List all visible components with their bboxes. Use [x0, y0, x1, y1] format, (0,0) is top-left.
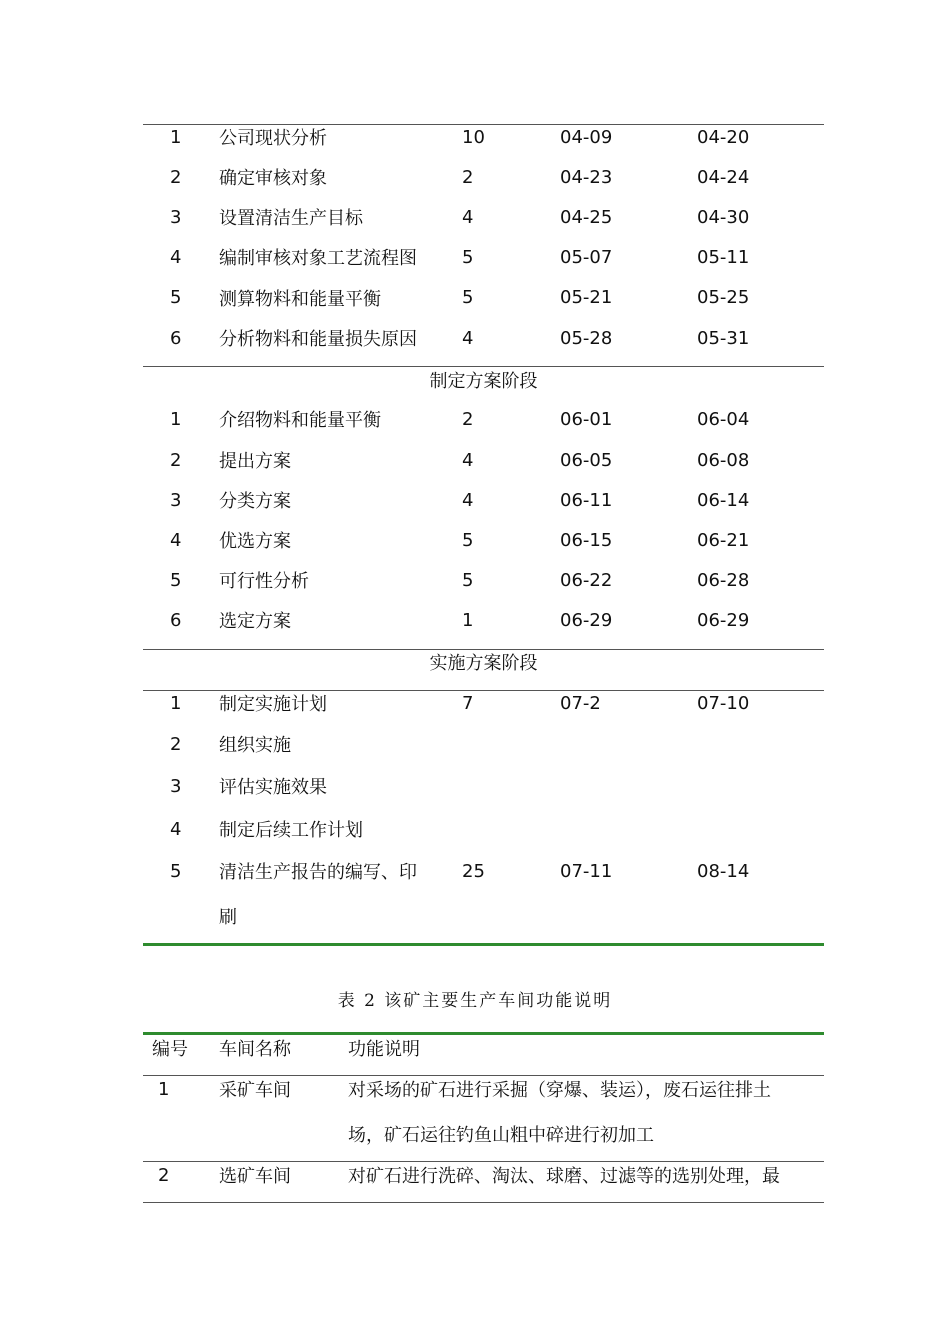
task-end: 04-20 [697, 127, 750, 148]
section-title: 制定方案阶段 [429, 371, 538, 392]
task-name: 公司现状分析 [219, 128, 327, 149]
row-index: 4 [170, 247, 182, 268]
row-index: 4 [170, 530, 182, 551]
row-index: 3 [170, 207, 182, 228]
row-number: 2 [158, 1165, 170, 1186]
task-end: 06-28 [697, 570, 750, 591]
task-name: 分类方案 [219, 491, 291, 512]
task-end: 08-14 [697, 861, 750, 882]
task-name: 评估实施效果 [219, 777, 327, 798]
section-divider [143, 649, 824, 650]
task-name: 优选方案 [219, 531, 291, 552]
task-start: 07-11 [560, 861, 613, 882]
row-index: 5 [170, 287, 182, 308]
task-name: 测算物料和能量平衡 [219, 289, 381, 310]
row-index: 6 [170, 610, 182, 631]
row-index: 2 [170, 450, 182, 471]
task-end: 05-25 [697, 287, 750, 308]
task-name: 确定审核对象 [219, 168, 327, 189]
row-index: 1 [170, 409, 182, 430]
task-start: 06-22 [560, 570, 613, 591]
header-number: 编号 [152, 1039, 188, 1060]
row-index: 5 [170, 861, 182, 882]
task-start: 04-25 [560, 207, 613, 228]
task-start: 05-28 [560, 328, 613, 349]
task-days: 25 [462, 861, 485, 882]
task-days: 4 [462, 490, 474, 511]
task-start: 06-15 [560, 530, 613, 551]
task-start: 04-23 [560, 167, 613, 188]
row-divider [143, 1161, 824, 1162]
section-divider [143, 366, 824, 367]
row-index: 3 [170, 490, 182, 511]
task-name: 制定后续工作计划 [219, 820, 363, 841]
header-function: 功能说明 [348, 1039, 420, 1060]
row-index: 6 [170, 328, 182, 349]
row-index: 1 [170, 127, 182, 148]
task-name: 提出方案 [219, 451, 291, 472]
header-divider [143, 1075, 824, 1076]
row-index: 1 [170, 693, 182, 714]
task-start: 05-07 [560, 247, 613, 268]
task-start: 06-11 [560, 490, 613, 511]
table-top-rule [143, 124, 824, 125]
task-days: 2 [462, 409, 474, 430]
task-days: 4 [462, 207, 474, 228]
task-days: 4 [462, 450, 474, 471]
task-start: 06-05 [560, 450, 613, 471]
task-days: 10 [462, 127, 485, 148]
task-name: 编制审核对象工艺流程图 [219, 248, 417, 269]
task-days: 5 [462, 247, 474, 268]
task-end: 04-24 [697, 167, 750, 188]
task-name: 清洁生产报告的编写、印 [219, 862, 417, 883]
row-index: 3 [170, 776, 182, 797]
task-name: 分析物料和能量损失原因 [219, 329, 417, 350]
task-start: 05-21 [560, 287, 613, 308]
header-workshop: 车间名称 [219, 1039, 291, 1060]
task-days: 2 [462, 167, 474, 188]
task-name: 介绍物料和能量平衡 [219, 410, 381, 431]
task-days: 5 [462, 530, 474, 551]
table-bottom-rule [143, 943, 824, 946]
task-days: 4 [462, 328, 474, 349]
task-end: 06-29 [697, 610, 750, 631]
table2-caption: 表 2 该矿主要生产车间功能说明 [337, 991, 613, 1011]
task-start: 04-09 [560, 127, 613, 148]
row-index: 2 [170, 167, 182, 188]
task-end: 06-04 [697, 409, 750, 430]
task-name: 设置清洁生产目标 [219, 208, 363, 229]
task-end: 06-21 [697, 530, 750, 551]
function-desc: 对采场的矿石进行采掘（穿爆、装运），废石运往排土 [348, 1080, 771, 1101]
section-divider [143, 690, 824, 691]
row-index: 4 [170, 819, 182, 840]
task-end: 07-10 [697, 693, 750, 714]
row-number: 1 [158, 1079, 170, 1100]
task-days: 5 [462, 570, 474, 591]
task-name: 制定实施计划 [219, 694, 327, 715]
task-end: 06-14 [697, 490, 750, 511]
task-end: 05-11 [697, 247, 750, 268]
task-name-continued: 刷 [219, 907, 237, 928]
task-days: 7 [462, 693, 474, 714]
task-name: 组织实施 [219, 735, 291, 756]
function-desc: 对矿石进行洗碎、淘汰、球磨、过滤等的选别处理，最 [348, 1166, 780, 1187]
section-title: 实施方案阶段 [429, 653, 538, 674]
task-start: 07-2 [560, 693, 601, 714]
task-end: 06-08 [697, 450, 750, 471]
table-bottom-rule [143, 1202, 824, 1203]
task-name: 选定方案 [219, 611, 291, 632]
task-start: 06-01 [560, 409, 613, 430]
table-top-rule [143, 1032, 824, 1035]
task-start: 06-29 [560, 610, 613, 631]
row-index: 5 [170, 570, 182, 591]
task-end: 05-31 [697, 328, 750, 349]
function-desc-continued: 场，矿石运往钓鱼山粗中碎进行初加工 [348, 1125, 654, 1146]
workshop-name: 选矿车间 [219, 1166, 291, 1187]
task-days: 1 [462, 610, 474, 631]
task-end: 04-30 [697, 207, 750, 228]
workshop-name: 采矿车间 [219, 1080, 291, 1101]
task-days: 5 [462, 287, 474, 308]
row-index: 2 [170, 734, 182, 755]
task-name: 可行性分析 [219, 571, 309, 592]
